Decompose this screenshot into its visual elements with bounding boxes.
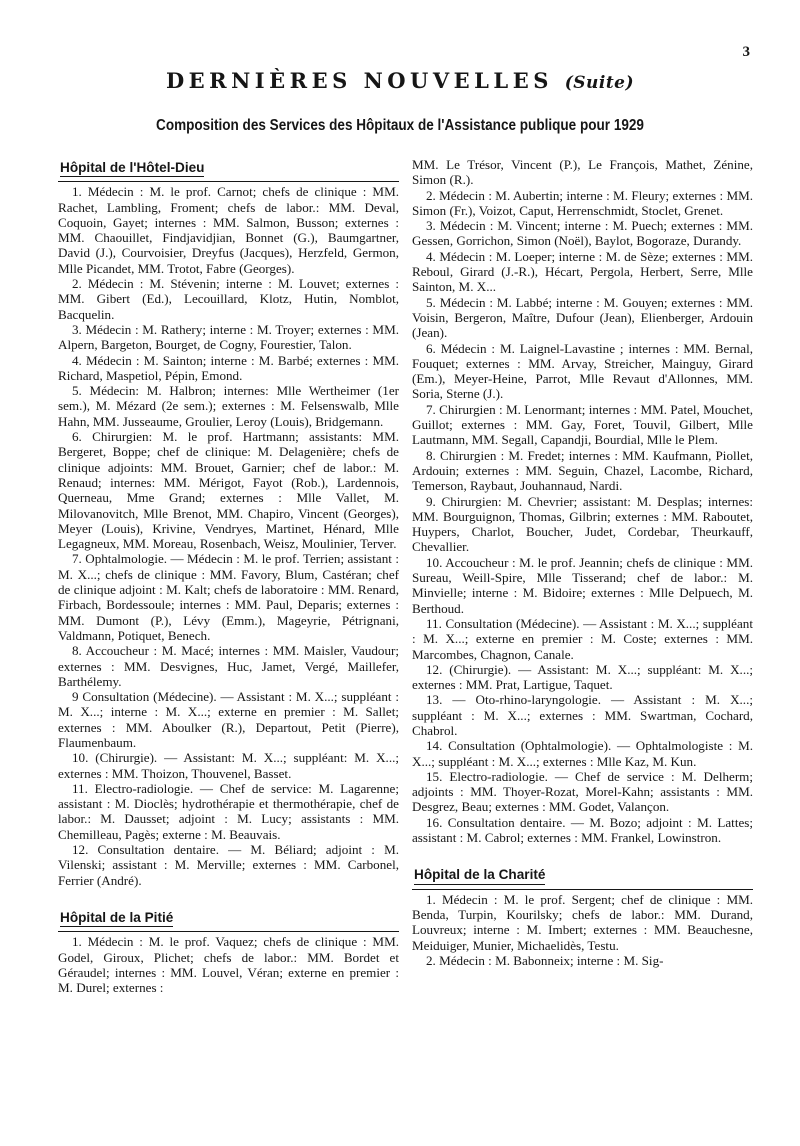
service-entry: 12. Consultation dentaire. — M. Béliard; adjoint : M. Vilenski; assistant : M. Merville; externes : MM. Carbonel, Ferrier (André). [58,842,399,888]
service-entry: 3. Médecin : M. Vincent; interne : M. Puech; externes : MM. Gessen, Gorrichon, Simon (Noël), Baylot, Bogoraze, Durandy. [412,218,753,249]
service-entry: 11. Consultation (Médecine). — Assistant : M. X...; suppléant : M. X...; externe en premier : M. Coste; externes : MM. Marcombes, Chagnon, Canale. [412,615,753,662]
heading-rule [412,889,753,890]
heading-rule [58,181,399,182]
heading-rule [58,931,399,932]
article-subtitle: Composition des Services des Hôpitaux de l'Assistance publique pour 1929 [156,117,644,134]
service-entry: 2. Médecin : M. Stévenin; interne : M. Louvet; externes : MM. Gibert (Ed.), Lecouillard, Klotz, Hutin, Nomblot, Bacquelin. [58,276,399,322]
service-entry: 7. Chirurgien : M. Lenormant; internes : MM. Patel, Mouchet, Guillot; externes : MM. Gay, Foret, Touvil, Gilbert, Mlle Lautmann, MM. Segall, Capandji, Bourdial, Mlle le Plem. [412,401,753,448]
left-column [58,152,399,995]
service-entry: 6. Chirurgien: M. le prof. Hartmann; assistants: MM. Bergeret, Boppe; chef de clinique: M. Delagenière; chefs de clinique adjoints: MM. Brouet, Garnier; chef de labor.: M. Renaud; internes: MM. Mérigot, Fayot (Rob.), Lardennois, Querneau, Mme Grand; externes : Mlle Vallet, M. Milovanovitch, Mlle Brenot, MM. Chapiro, Vincent (Georges), Meyer (Louis), Krivine, Vendryes, Martinet, Hénard, Mlle Legagneux, MM. Moreau, Rosenbach, Weisz, Moulinier, Terver. [58,429,399,552]
service-entry: 3. Médecin : M. Rathery; interne : M. Troyer; externes : MM. Alpern, Bargeton, Bourget, de Cogny, Fourestier, Talon. [58,321,399,353]
service-entry: 15. Electro-radiologie. — Chef de service : M. Delherm; adjoints : MM. Thoyer-Rozat, Morel-Kahn; assistants : MM. Desgrez, Beau; externes : MM. Godet, Valançon. [412,768,753,815]
service-entry: 12. (Chirurgie). — Assistant: M. X...; suppléant: M. X...; externes : MM. Prat, Lartigue, Taquet. [412,661,753,693]
page-number: 3 [742,44,750,60]
service-entry: 5. Médecin: M. Halbron; internes: Mlle Wertheimer (1er sem.), M. Mézard (2e sem.); externes : M. Felsenswalb, Mlle Hahn, MM. Jusseaume, Groulier, Leroy (Louis), Bridgemann. [58,383,399,429]
service-entry-continued: MM. Le Trésor, Vincent (P.), Le François, Mathet, Zénine, Simon (R.). [412,157,753,188]
service-entry: 2. Médecin : M. Babonneix; interne : M. Sig- [426,952,664,968]
service-entry: 11. Electro-radiologie. — Chef de service: M. Lagarenne; assistant : M. Dioclès; hydrothérapie et thermothérapie, chef de labor.: M. Dausset; adjoint : M. Lucy; assistants : MM. Chemilleau, Pagès; externe : M. Beauvais. [58,780,399,842]
service-entry: 4. Médecin : M. Loeper; interne : M. de Sèze; externes : MM. Reboul, Girard (J.-R.), Hécart, Pergola, Herbert, Serre, Mlle Sainton, M. X... [412,248,753,295]
service-entry: 6. Médecin : M. Laignel-Lavastine ; internes : MM. Bernal, Fouquet; externes : MM. Arvay, Streicher, Mainguy, Girard (Em.), Meyer-Heine, Parrot, Mlle Revaut d'Allonnes, MM. Soria, Sterne (J.). [412,340,753,402]
service-entry: 13. — Oto-rhino-laryngologie. — Assistant : M. X...; suppléant : M. X...; externes : MM. Swartman, Cochard, Chabrol. [412,692,753,738]
service-entry: 4. Médecin : M. Sainton; interne : M. Barbé; externes : MM. Richard, Maspetiol, Pépin, Emond. [58,352,399,383]
service-entry: 7. Ophtalmologie. — Médecin : M. le prof. Terrien; assistant : M. X...; chefs de clinique : MM. Favory, Blum, Castéran; chef de clinique adjoint : M. Kalt; chefs de laboratoire : MM. Renard, Firbach, Bordessoule; internes : MM. Paul, Deparis; externes : MM. Dumont (P.), Lévy (Emm.), Mageyrie, Pétrignani, Valdmann, Potiquet, Benech. [58,551,399,643]
service-entry: 1. Médecin : M. le prof. Vaquez; chefs de clinique : MM. Godel, Giroux, Plichet; chefs de labor.: MM. Bordet et Géraudel; internes : MM. Louvel, Véran; externe en premier : M. Durel; externes : [58,934,399,996]
service-entry: 10. Accoucheur : M. le prof. Jeannin; chefs de clinique : MM. Sureau, Weill-Spire, Mlle Tisserand; chef de labor.: M. Minvielle; interne : M. Bidoire; externes : Mlle Delpuech, M. Berthoud. [412,554,753,616]
masthead-suite: (Suite) [564,73,635,93]
hospital-heading-pitie: Hôpital de la Pitié [60,910,173,927]
service-entry: 1. Médecin : M. le prof. Sergent; chef de clinique : MM. Benda, Turpin, Kourilsky; chefs de labor.: MM. Durand, Louvreux; interne : M. Imbert; externes : MM. Beauchesne, Meiduiger, Munier, Michaelidès, Testu. [412,891,753,953]
masthead [0,68,800,93]
service-entry: 8. Accoucheur : M. Macé; internes : MM. Maisler, Vaudour; externes : MM. Desvignes, Huc, Jamet, Vergé, Maillefer, Barthélemy. [58,643,399,689]
service-entry: 10. (Chirurgie). — Assistant: M. X...; suppléant: M. X...; externes : MM. Thoizon, Thouvenel, Basset. [58,750,399,781]
service-entry: 1. Médecin : M. le prof. Carnot; chefs de clinique : MM. Rachet, Lambling, Froment; chefs de labor.: MM. Deval, Coquoin, Gayet; internes : MM. Salmon, Busson; externes : MM. Chaouillet, Findjavidjian, Bonnet (G.), Baumgartner, David (J.), Courvoisier, Dreyfus (Jacques), Herzfeld, Germon, Mlle Picandet, MM. Trotot, Fabre (Georges). [58,184,399,276]
service-entry: 9 Consultation (Médecine). — Assistant : M. X...; suppléant : M. X...; interne : M. X...; externe en premier : M. Sallet; externes : MM. Aboulker (R.), Departout, Petit (Pierre), Flaumenbaum. [58,689,399,750]
service-entry: 14. Consultation (Ophtalmologie). — Ophtalmologiste : M. X...; suppléant : M. X...; externes : Mlle Kaz, M. Kun. [412,738,753,769]
right-column [412,157,753,968]
hospital-heading-charite: Hôpital de la Charité [414,867,545,884]
hospital-heading-hotel-dieu: Hôpital de l'Hôtel-Dieu [60,160,204,177]
service-entry: 5. Médecin : M. Labbé; interne : M. Gouyen; externes : MM. Voisin, Bergeron, Maître, Dufour (Jean), Elienberger, Ardouin (Jean). [412,294,753,341]
masthead-title: DERNIÈRES NOUVELLES [165,68,553,93]
service-entry: 8. Chirurgien : M. Fredet; internes : MM. Kaufmann, Piollet, Ardouin; externes : MM. Seguin, Chazel, Lacombe, Richard, Temerson, Raybaut, Jouhannaud, Nardi. [412,447,753,494]
service-entry: 2. Médecin : M. Aubertin; interne : M. Fleury; externes : MM. Simon (Fr.), Voizot, Caput, Herrenschmidt, Stoclet, Grenet. [412,187,753,218]
service-entry: 16. Consultation dentaire. — M. Bozo; adjoint : M. Lattes; assistant : M. Cabrol; externes : MM. Frankel, Lowinstron. [412,814,753,846]
service-entry: 9. Chirurgien: M. Chevrier; assistant: M. Desplas; internes: MM. Bourguignon, Thomas, Gilbrin; externes : MM. Raboutet, Huypers, Charlot, Boucher, Judet, Cordebar, Theurkauff, Chevallier. [412,493,753,555]
